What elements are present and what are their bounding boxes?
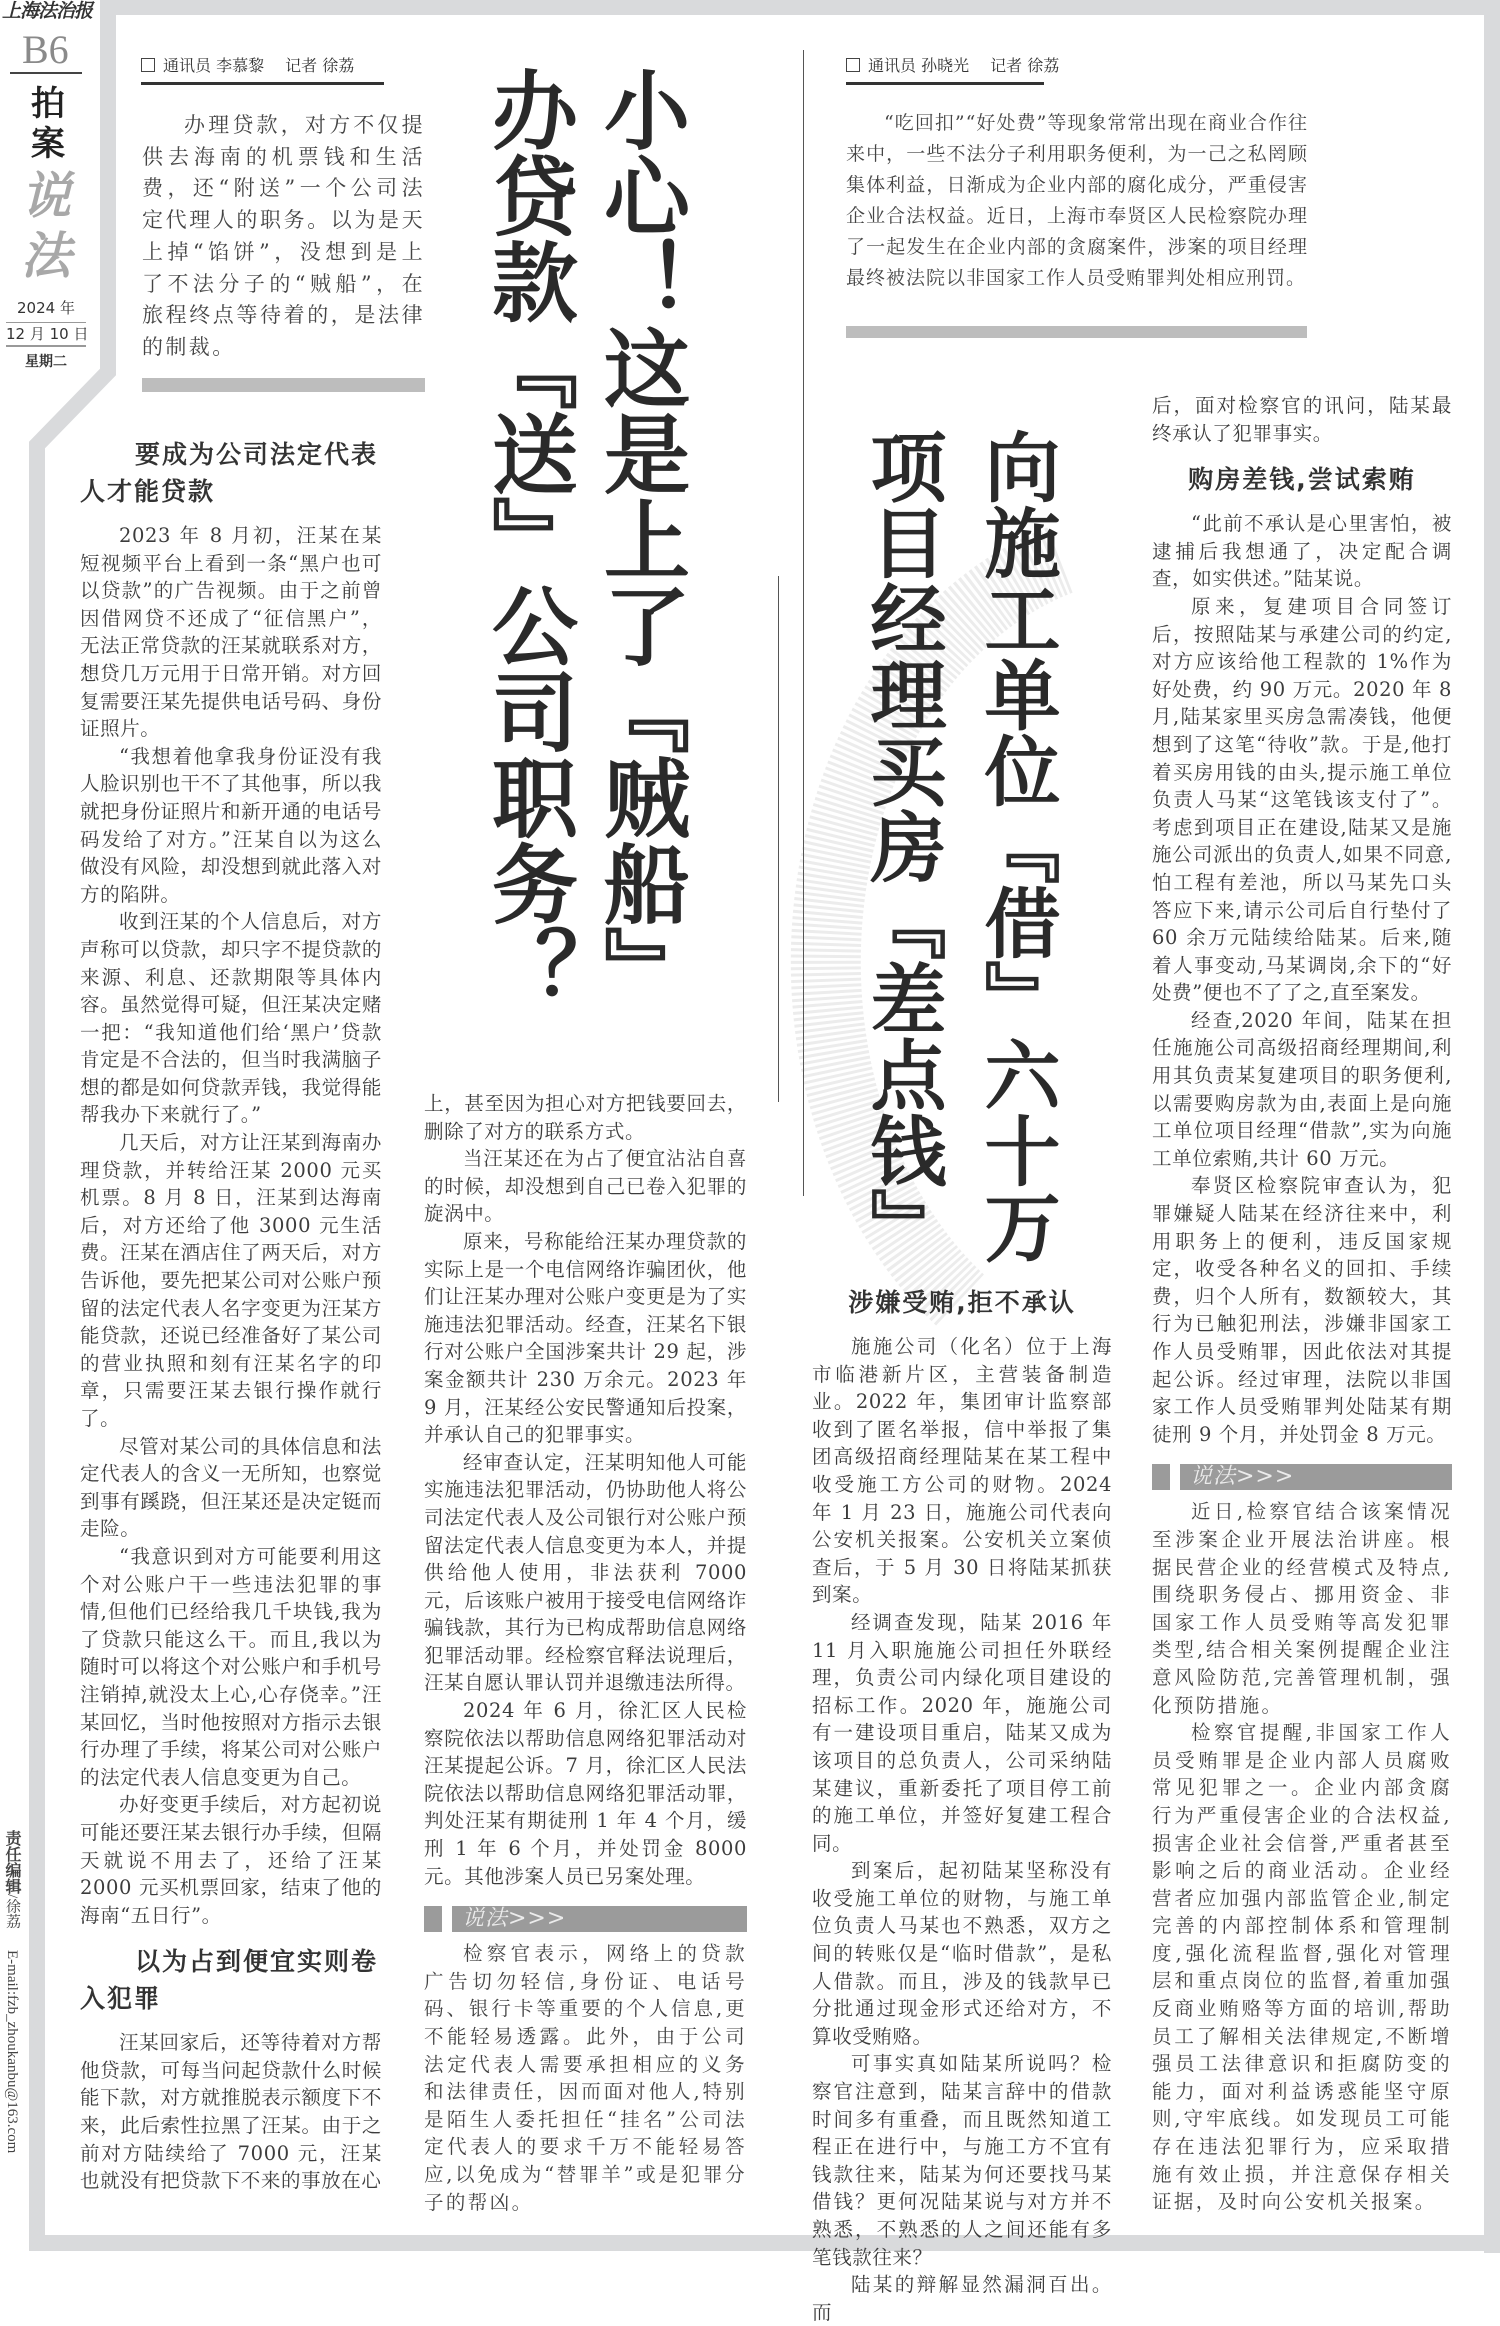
commentary-banner [424, 1906, 747, 1932]
body-paragraph: 汪某回家后，还等待着对方帮他贷款，可每当问起贷款什么时候能下款，对方就推脱表示额度下不来，此后索性拉黑了汪某。由于之前对方陆续给了 7000 元，汪某也就没有把贷款下不来的事放在心 [80, 2031, 382, 2193]
banner-block [1152, 1464, 1170, 1490]
editor-credit [2, 1830, 22, 2245]
editor-email: E-mail:fzb_zhoukanbu@163.com [4, 1949, 20, 2154]
article-bribe-column-1 [812, 1284, 1112, 2326]
article-bribe-headline-line2: 项目经理买房『差点钱』 [858, 428, 947, 1264]
body-paragraph: 经查,2020 年间，陆某在担任施施公司高级招商经理期间,利用其负责某复建项目的职务便利,以需要购房款为由,表面上是向施工单位项目经理“借款”,实为向施工单位索贿,共计 60 万元。 [1152, 1008, 1452, 1170]
lead-divider-bar [846, 326, 1307, 338]
article-loan-column-2 [424, 1090, 747, 2216]
date-month-day: 12 月 10 日 [6, 322, 86, 347]
body-paragraph: 收到汪某的个人信息后，对方声称可以贷款，却只字不提贷款的来源、利息、还款期限等具体内容。虽然觉得可疑，但汪某决定赌一把：“我知道他们给‘黑户’贷款肯定是不合法的，但当时我满脑子想的都是如何贷款弄钱，我觉得能帮我办下来就行了。” [80, 910, 382, 1127]
body-paragraph: 当汪某还在为占了便宜沾沾自喜的时候，却没想到自己已卷入犯罪的旋涡中。 [424, 1147, 747, 1226]
article-bribe-byline [846, 56, 1060, 85]
body-paragraph: “此前不承认是心里害怕，被逮捕后我想通了，决定配合调查，如实供述。”陆某说。 [1152, 512, 1452, 591]
article-bribe-column-2 [1152, 392, 1452, 2216]
lead-divider-bar [142, 378, 425, 392]
section-subheading: 涉嫌受贿,拒不承认 [848, 1288, 1076, 1317]
date-weekday: 星期二 [25, 354, 67, 370]
commentary-label: 说法>>> [1180, 1464, 1452, 1490]
section-subheading: 购房差钱,尝试索贿 [1188, 465, 1416, 495]
article-loan-headline-line2: 办贷款『送』公司职务？ [477, 66, 578, 1012]
body-paragraph: “我意识到对方可能要利用这个对公账户干一些违法犯罪的事情,但他们已经给我几千块钱,我为了贷款只能这么干。而且,我以为随时可以将这个对公账户和手机号注销掉,就没太上心,心存侥幸。”汪某回忆，当时他按照对方指示去银行办理了手续，将某公司对公账户的法定代表人信息变更为自己。 [80, 1544, 382, 1789]
editor-name: /徐荔 [4, 1894, 20, 1929]
newspaper-logo: 上海法治报 [2, 0, 93, 22]
body-paragraph: 原来，复建项目合同签订后，按照陆某与承建公司的约定,对方应该给他工程款的 1%作为好处费，约 90 万元。2020 年 8 月,陆某家里买房急需凑钱，他便想到了这笔“待收”款。于是,他打着买房用钱的由头,提示施工单位负责人马某“这笔钱该支付了”。考虑到项目正在建设,陆某又是施施公司派出的负责人,如果不同意,怕工程有差池，所以马某先口头答应下来,请示公司后自行垫付了 60 余万元陆续给陆某。后来,随着人事变动,马某调岗,余下的“好处费”便也不了了之,直至案发。 [1152, 594, 1452, 1005]
body-paragraph: 原来，号称能给汪某办理贷款的实际上是一个电信网络诈骗团伙，他们让汪某办理对公账户变更是为了实施违法犯罪活动。经查，汪某名下银行对公账户全国涉案共计 29 起，涉案金额共计 230 万余元。2023 年 9 月，汪某经公安民警通知后投案，并承认自己的犯罪事实。 [424, 1229, 747, 1447]
article-loan-byline [141, 56, 384, 85]
article-separator-rule [803, 50, 804, 1196]
article-bribe-lead: “吃回扣”“好处费”等现象常常出现在商业合作往来中，一些不法分子利用职务便利，为一己之私罔顾集体利益，日渐成为企业内部的腐化成分，严重侵害企业合法权益。近日，上海市奉贤区人民检察院办理了一起发生在企业内部的贪腐案件，涉案的项目经理最终被法院以非国家工作人员受贿罪判处相应刑罚。 [846, 112, 1308, 289]
square-icon [141, 58, 155, 72]
body-paragraph: 2024 年 6 月，徐汇区人民检察院依法以帮助信息网络犯罪活动对汪某提起公诉。7 月，徐汇区人民法院依法以帮助信息网络犯罪活动罪，判处汪某有期徒刑 1 年 4 个月，缓刑 1 年 6 个月，并处罚金 8000 元。其他涉案人员已另案处理。 [424, 1699, 747, 1888]
body-paragraph: 经调查发现，陆某 2016 年 11 月入职施施公司担任外联经理，负责公司内绿化项目建设的招标工作。2020 年，施施公司有一建设项目重启，陆某又成为该项目的总负责人，公司采纳陆某建议，重新委托了项目停工前的施工单位，并签好复建工程合同。 [812, 1610, 1112, 1855]
commentary-label: 说法>>> [452, 1906, 747, 1932]
article-loan-lead: 办理贷款，对方不仅提供去海南的机票钱和生活费，还“附送”一个公司法定代理人的职务。以为是天上掉“馅饼”，没想到是上了不法分子的“贼船”，在旅程终点等待着的，是法律的制裁。 [142, 113, 425, 359]
body-paragraph: 陆某的辩解显然漏洞百出。而 [812, 2273, 1112, 2324]
square-icon [846, 58, 860, 72]
frame-right-edge [1484, 0, 1500, 2253]
column-rule [778, 576, 779, 1102]
section-title-bottom: 说法 [21, 166, 71, 285]
body-paragraph: “我想着他拿我身份证没有我人脸识别也干不了其他事，所以我就把身份证照片和新开通的电话号码发给了对方。”汪某自以为这么做没有风险，却没想到就此落入对方的陷阱。 [80, 744, 382, 906]
page-number: B6 [22, 27, 69, 72]
body-paragraph: 办好变更手续后，对方起初说可能还要汪某去银行办手续，但隔天就说不用去了，还给了汪某 2000 元买机票回家，结束了他的海南“五日行”。 [80, 1793, 382, 1927]
section-subheading: 要成为公司法定代表人才能贷款 [80, 440, 379, 506]
body-paragraph: 可事实真如陆某所说吗？检察官注意到，陆某言辞中的借款时间多有重叠，而且既然知道工程正在进行中，与施工方不宜有钱款往来，陆某为何还要找马某借钱？更何况陆某说与对方并不熟悉，不熟悉的人之间还能有多笔钱款往来？ [812, 2052, 1112, 2269]
body-paragraph: 奉贤区检察院审查认为，犯罪嫌疑人陆某在经济往来中，利用职务上的便利，违反国家规定，收受各种名义的回扣、手续费，归个人所有，数额较大，其行为已触犯刑法，涉嫌非国家工作人员受贿罪，因此依法对其提起公诉。经过审理，法院以非国家工作人员受贿罪判处陆某有期徒刑 9 个月，并处罚金 8 万元。 [1152, 1174, 1452, 1446]
article-loan-headline-line1: 小心！这是上了『贼船』 [589, 66, 690, 1012]
date-year: 2024 年 [17, 299, 75, 317]
editor-label: 责任编辑 [3, 1830, 22, 1894]
byline-text: 通讯员 孙晓光 记者 徐荔 [868, 56, 1060, 75]
commentary-paragraph: 检察官提醒,非国家工作人员受贿罪是企业内部人员腐败常见犯罪之一。企业内部贪腐行为严重侵害企业的合法权益,损害企业社会信誉,严重者甚至影响之后的商业活动。企业经营者应加强内部监管企业,制定完善的内部控制体系和管理制度,强化流程监督,强化对管理层和重点岗位的监督,着重加强反商业贿赂等方面的培训,帮助员工了解相关法律规定,不断增强员工法律意识和拒腐防变的能力，面对利益诱惑能坚守原则,守牢底线。如发现员工可能存在违法犯罪行为，应采取措施有效止损，并注意保存相关证据，及时向公安机关报案。 [1152, 1721, 1452, 2214]
body-paragraph: 尽管对某公司的具体信息和法定代表人的含义一无所知，也察觉到事有蹊跷，但汪某还是决定铤而走险。 [80, 1434, 382, 1541]
article-bribe-headline-line1: 向施工单位『借』六十万 [972, 428, 1061, 1264]
body-paragraph: 到案后，起初陆某坚称没有收受施工单位的财物，与施工单位负责人马某也不熟悉，双方之间的转账仅是“临时借款”，是私人借款。而且，涉及的钱款早已分批通过现金形式还给对方，不算收受贿赂。 [812, 1859, 1112, 2048]
section-title-top: 拍案 [31, 84, 65, 164]
body-paragraph: 几天后，对方让汪某到海南办理贷款，并转给汪某 2000 元买机票。8 月 8 日，汪某到达海南后，对方还给了他 3000 元生活费。汪某在酒店住了两天后，对方告诉他，要先把某公司对公账户预留的法定代表人名字变更为汪某方能贷款，还说已经准备好了某公司的营业执照和刻有汪某名字的印章，只需要汪某去银行操作就行了。 [80, 1131, 382, 1430]
section-subheading: 以为占到便宜实则卷入犯罪 [80, 1947, 379, 2014]
commentary-banner [1152, 1464, 1452, 1490]
body-paragraph: 上，甚至因为担心对方把钱要回去，删除了对方的联系方式。 [424, 1092, 747, 1143]
divider [10, 72, 82, 74]
commentary-paragraph: 检察官表示，网络上的贷款广告切勿轻信,身份证、电话号码、银行卡等重要的个人信息,更不能轻易透露。此外，由于公司法定代表人需要承担相应的义务和法律责任，因而面对他人,特别是陌生人委托担任“挂名”公司法定代表人的要求千万不能轻易答应,以免成为“替罪羊”或是犯罪分子的帮凶。 [424, 1942, 747, 2214]
body-paragraph: 后，面对检察官的讯问，陆某最终承认了犯罪事实。 [1152, 394, 1452, 445]
body-paragraph: 经审查认定，汪某明知他人可能实施违法犯罪活动，仍协助他人将公司法定代表人及公司银行对公账户预留法定代表人信息变更为本人，并提供给他人使用，非法获利 7000 元，后该账户被用于接受电信网络诈骗钱款，其行为已构成帮助信息网络犯罪活动罪。经检察官释法说理后，汪某自愿认罪认罚并退缴违法所得。 [424, 1450, 747, 1695]
banner-block [424, 1906, 442, 1932]
commentary-paragraph: 近日,检察官结合该案情况至涉案企业开展法治讲座。根据民营企业的经营模式及特点,围绕职务侵占、挪用资金、非国家工作人员受贿等高发犯罪类型,结合相关案例提醒企业注意风险防范,完善管理机制，强化预防措施。 [1152, 1500, 1452, 1717]
article-loan-column-1 [80, 436, 382, 2195]
body-paragraph: 施施公司（化名）位于上海市临港新片区，主营装备制造业。2022 年，集团审计监察部收到了匿名举报，信中举报了集团高级招商经理陆某在某工程中收受施工方公司的财物。2024 年 1 月 23 日，施施公司代表向公安机关报案。公安机关立案侦查后，于 5 月 30 日将陆某抓获到案。 [812, 1335, 1112, 1607]
body-paragraph: 2023 年 8 月初，汪某在某短视频平台上看到一条“黑户也可以贷款”的广告视频。由于之前曾因借网贷不还成了“征信黑户”，无法正常贷款的汪某就联系对方，想贷几万元用于日常开销。对方回复需要汪某先提供电话号码、身份证照片。 [80, 524, 382, 741]
byline-text: 通讯员 李慕黎 记者 徐荔 [163, 56, 355, 75]
